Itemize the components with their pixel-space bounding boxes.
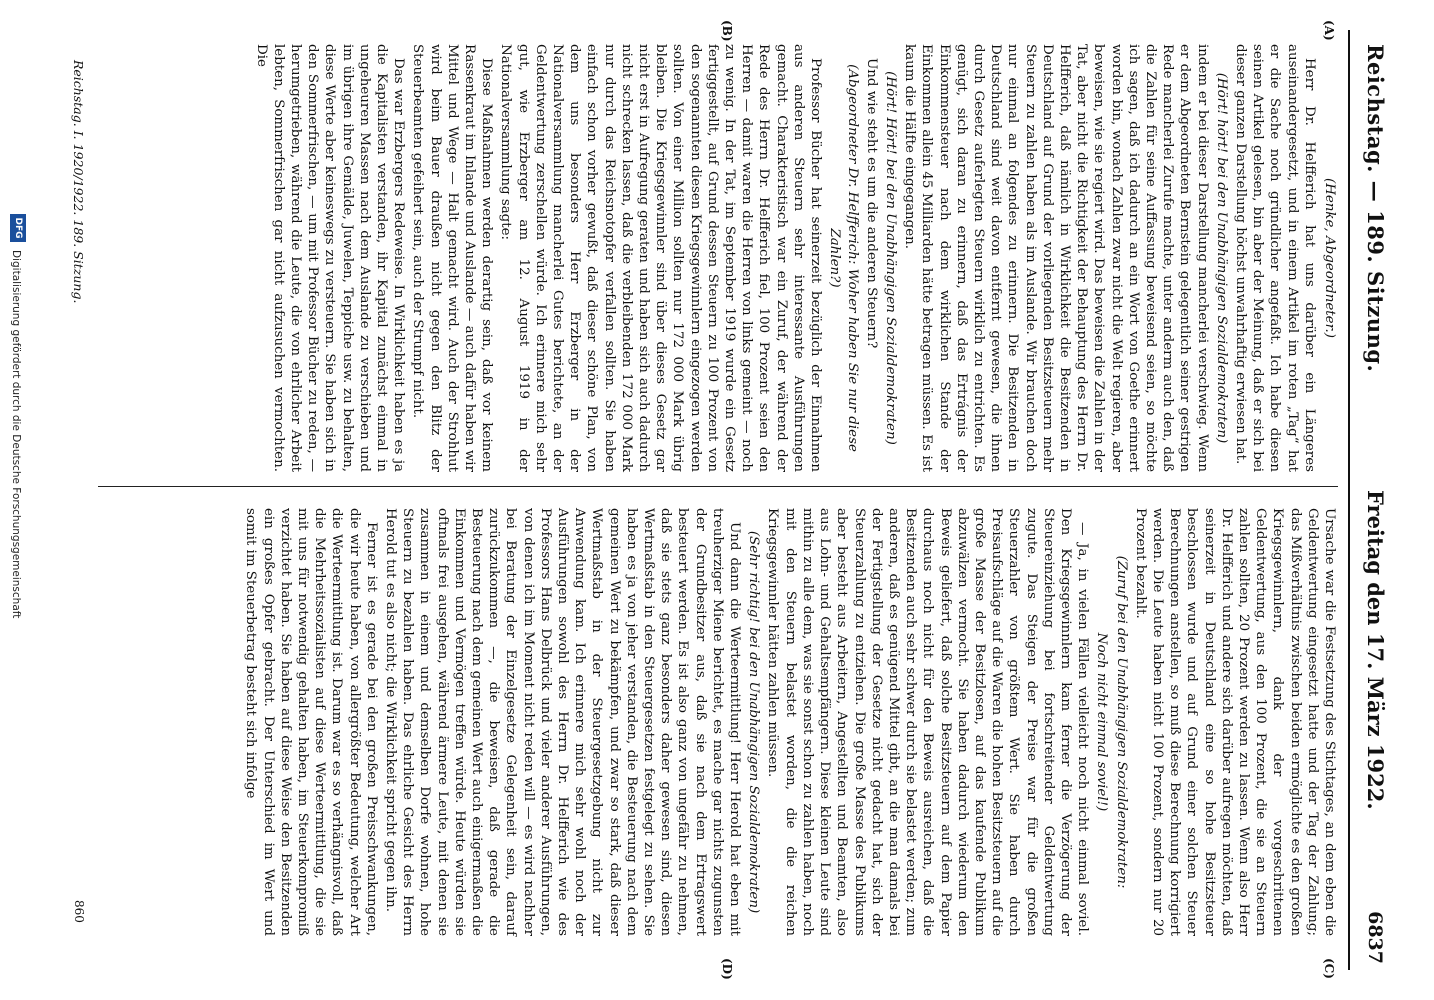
left-text-column [250, 44, 1338, 472]
interjection: (Sehr richtig! bei den Unabhängigen Sozialdemokraten) [746, 530, 762, 914]
interjection: (Hört! hört! bei den Unabhängigen Sozialdemokraten) [1213, 72, 1229, 444]
margin-letter-c: (C) [1322, 958, 1336, 979]
paragraph: indem er bei dieser Darstellung mancherlei verschwieg. Wenn er dem Abgeordneten Bernstein gelegentlich seiner gestrigen Rede mancherlei Zurufe machte, unter anderm auch den, daß die Zahlen für seine Auffassung beweisend seien, so möchte ich sagen, daß ich dadurch an ein Wort von Goethe erinnert worden bin, wonach Zahlen zwar nicht die Welt regieren, aber beweisen, wie sie regiert wird. Das beweisen die Zahlen in der Tat, aber nicht die Richtigkeit der Behauptung des Herrn Dr. Helfferich, daß nämlich in Wirklichkeit die Besitzenden in Deutschland auf Grund der vorliegenden Besitzsteuern mehr Steuern zu zahlen haben als im Auslande. Wir brauchen doch nur einmal an folgendes zu erinnern. Die Besitzenden in Deutschland sind weit davon entfernt gewesen, die ihnen durch Gesetz auferlegten Steuern wirklich zu entrichten. Es genügt, sich daran zu erinnern, daß das Ertrágnis der Einkommensteuer nach dem wirklichen Stande der Einkommen allein 45 Milliarden hätte betragen müssen. Es ist kaum die Hälfte eingegangen. [902, 44, 1210, 472]
footer-signature: Reichstag. I. 1920/1922. 189. Sitzung. [71, 60, 86, 304]
paragraph: Ursache war die Festsetzung des Stichtages, an dem eben die Geldentwertung eingesetzt hatte und der Tag der Zahlung; das Mißverhältnis zwischen beiden ermöglichte es den großen Kriegsgewinnlern, dank der vorgeschrittenen Geldentwertung, aus den 100 Prozent, die sie an Steuern zahlen sollten, 20 Prozent werden zu lassen. Wenn also Herr Dr. Helfferich und andere sich darüber aufregen möchten, daß seinerzeit in Deutschland eine so hohe Besitzsteuer beschlossen wurde und auf Grund einer solchen Steuer Berechnungen anstellen, so muß diese Berechnung korrigiert werden. Die Leute haben nicht 100 Prozent, sondern nur 20 Prozent bezahlt. [1132, 508, 1337, 936]
paragraph: Ferner ist es gerade bei den großen Preisschwankungen, die wir heute haben, von allergrößter Bedeutung, welcher Art die Werteermittlung ist. Darum war es so verhängnisvoll, daß die Mehrheitssozialisten auf diese Werteermittlung, die sie mit uns für notwendig gehalten haben, im Steuerkompromiß verzichtet haben. Sie haben auf diese Weise den Besitzenden ein großes Opfer gebracht. Der Unterschied im Wert und somit im Steuerbetrag besteht sich infolge [243, 508, 379, 936]
margin-letter-a: (A) [1322, 20, 1336, 41]
right-text-column [240, 508, 1338, 936]
column-divider [98, 486, 1338, 487]
margin-letter-b: (B) [720, 20, 734, 42]
speaker-note: (Henke, Abgeordneter.) [1322, 177, 1337, 339]
paragraph: Das war Erzbergers Redeweise. In Wirklichkeit haben es ja die Kapitalisten verstanden, ihr Kapital zunächst einmal in ungeheuren Massen nach dem Auslande zu verschieben und im übrigen ihre Gemälde, Juwelen, Teppiche usw. zu behalten, diese Werte aber keineswegs zu versteuern. Sie haben sich in den Sommerfrischen, — um mit Professor Bücher zu reden, — herumgetrieben, während die Leute, die von ehrlicher Arbeit lebten, Sommerfrischen gar nicht aufzusuchen vermochten. Die [253, 44, 407, 472]
page-number: 6837 [1364, 911, 1386, 964]
page-header [1348, 30, 1398, 970]
paragraph: Und wie steht es um die anderen Steuern? [863, 58, 879, 349]
footer-page-number: 860 [72, 900, 86, 923]
session-date: Freitag den 17. März 1922. [1363, 490, 1388, 810]
margin-letter-d: (D) [720, 958, 734, 980]
running-title: Reichstag. — 189. Sitzung. [1363, 44, 1388, 373]
paragraph: Herr Dr. Helfferich hat uns darüber ein Längeres auseinandergesetzt, und in einem Artikel im roten „Tag“ hat er die Sache noch gründlicher angefaßt. Ich habe diesen seinen Artikel gelesen, bin aber der Meinung, daß er sich bei dieser ganzen Darstellung höchst unwahrhaftig erwiesen hat. [1232, 44, 1317, 472]
paragraph: Professor Bücher hat seinerzeit bezüglich der Einnahmen aus anderen Steuern sehr interessante Ausführungen gemacht. Charakteristisch war ein Zuruf, der während der Rede des Herrn Dr. Helfferich fiel, 100 Prozent seien den Herren — damit waren die Herren von links gemeint — noch zu wenig. In der Tat, im September 1919 wurde ein Gesetz fertiggestellt, auf Grund dessen Steuern zu 100 Prozent von den sogenannten diesen Kriegsgewinnlern eingezogen werden sollten. Von einer Million sollten nur 172 000 Mark übrig bleiben. Die Kriegsgewinnler sind über dieses Gesetz gar nicht erst in Aufregung geraten und haben sich auch dadurch nicht schrecken lassen, daß die verbleibenden 172 000 Mark nur durch das Reichsnotopfer verfallen sollten. Sie haben einfach schon vorher gewußt, daß dieser schöne Plan, von dem uns besonders Herr Erzberger in der Nationalversammlung mancherlei Gutes berichtete, an der Geldentwertung zerschellen würde. Ich erinnere mich sehr gut, wie Erzberger am 12. August 1919 in der Nationalversammlung sagte: [498, 44, 824, 472]
digitization-credit: Digitalisierung gefördert durch die Deutsche Forschungsgemeinschaft [10, 250, 22, 619]
interjection: (Abgeordneter Dr. Helfferich: Woher haben Sie nur diese Zahlen?) [827, 64, 860, 452]
paragraph: — Ja, in vielen Fällen vielleicht noch nicht einmal soviel. Den Kriegsgewinnlern kam ferner die Verzögerung der Steuereinziehung bei fortschreitender Geldentwertung zugute. Das Steigen der Preise war für die großen Steuerzahler von größtem Wert. Sie haben durch Preisaufschläge auf die Waren die hohen Besitzsteuern auf die große Masse der Besitzlosen, auf das kaufende Publikum abzuwälzen vermocht. Sie haben dadurch wiederum den Beweis geliefert, daß solche Besitzsteuern auf dem Papier durchaus noch nicht für den Beweis ausreichen, daß die Besitzenden auch sehr schwer durch sie belastet werden; zum anderen, daß es genügend Mittel gibt, an die man damals bei der Fertigstellung der Gesetze nicht gedacht hat, sich der Steuerzahlung zu entziehen. Die große Masse des Publikums aber besteht aus Arbeitern, Angestellten und Beamten, also aus Lohn- und Gehaltsempfängern. Diese kleinen Leute sind mithin zu alle dem, was sie sonst schon zu zahlen haben, noch mit den Steuern belastet worden, die die reichen Kriegsgewinnler hätten zahlen müssen. [765, 508, 1091, 936]
interjection: (Hört! Hört! bei den Unabhängigen Sozialdemokraten) [882, 71, 898, 445]
dfg-logo: DFG [10, 214, 26, 242]
paragraph: Und dann die Werteermittlung! Herr Herold hat eben mit treuherziger Miene berichtet, es mache gar nichts zugunsten der Grundbesitzer aus, daß sie nach dem Ertragswert besteuert werden. Es ist also ganz von ungefähr zu nehmen, daß sie stets ganz besonders daher gewesen sind, diesen Wertmaßstab in den Steuergesetzen festgelegt zu sehen. Sie haben es ja von jeher verstanden, die Besteuerung nach dem gemeinen Wert zu bekämpfen, und zwar so stark, daß dieser Wertmaßstab in der Steuergesetzgebung nicht zur Anwendung kam. Ich erinnere mich sehr wohl noch der Ausführungen sowohl des Herrn Dr. Helfferich wie des Professors Hans Delbrück und vieler anderer Ausführungen, von denen ich im Moment nicht reden will — es wird nachher bei Beratung der Einzelgesetze Gelegenheit sein, darauf zurückzukommen —, die beweisen, daß gerade die Besteuerung nach dem gemeinen Wert auch einigermaßen die Einkommen und Vermögen treffen würde. Heute würden sie oftmals frei ausgehen, während ärmere Leute, mit denen sie zusammen in einem und demselben Dorfe wohnen, hohe Steuern zu bezahlen haben. Das ehrliche Gesicht des Herrn Herold tut es also nicht; die Wirklichkeit spricht gegen ihn. [383, 508, 743, 936]
interjection: (Zuruf bei den Unabhängigen Sozialdemokraten: [1113, 555, 1129, 889]
quotation: Diese Maßnahmen werden derartig sein, daß vor keinem Rassenkraut im Inlande und Auslande — auch dafür haben wir Mittel und Wege — Halt gemacht wird. Auch der Strohhut wird beim Bauer draußen nicht gegen den Blitz der Steuerbeamten gefeihert sein, auch der Strumpf nicht. [410, 44, 495, 472]
interjection: Noch nicht einmal soviel!) [1094, 632, 1110, 812]
